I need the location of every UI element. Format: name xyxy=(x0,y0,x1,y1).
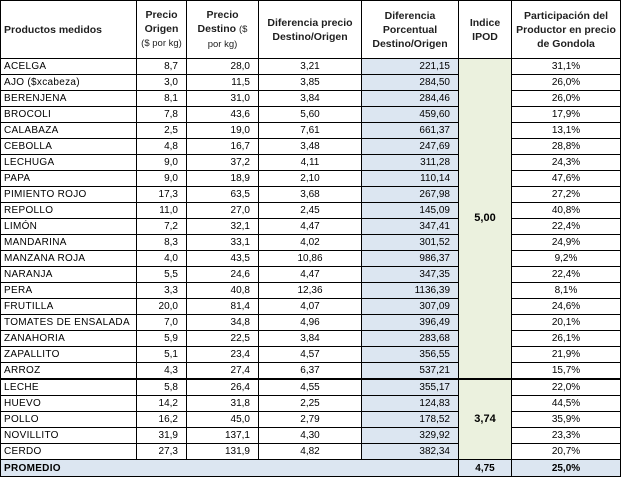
table-row xyxy=(1,59,621,75)
pct-diff: 124,83 xyxy=(362,396,459,412)
header-share: Participación del Productor en precio de Gondola xyxy=(512,1,621,59)
header-dest-price: Precio Destino ($ por kg) xyxy=(187,1,259,59)
price-diff: 4,57 xyxy=(259,347,362,363)
price-diff: 10,86 xyxy=(259,251,362,267)
dest-price: 31,0 xyxy=(187,91,259,107)
producer-share: 23,3% xyxy=(512,428,621,444)
dest-price: 33,1 xyxy=(187,235,259,251)
product-name: BERENJENA xyxy=(1,91,137,107)
header-ipod: Indice IPOD xyxy=(459,1,512,59)
pct-diff: 356,55 xyxy=(362,347,459,363)
product-name: ARROZ xyxy=(1,363,137,380)
dest-price: 43,6 xyxy=(187,107,259,123)
table-row xyxy=(1,428,621,444)
table-row xyxy=(1,91,621,107)
average-ipod: 4,75 xyxy=(459,460,512,477)
pct-diff: 301,52 xyxy=(362,235,459,251)
pct-diff: 178,52 xyxy=(362,412,459,428)
price-diff: 4,55 xyxy=(259,379,362,396)
pct-diff: 307,09 xyxy=(362,299,459,315)
dest-price: 27,0 xyxy=(187,203,259,219)
pct-diff: 284,50 xyxy=(362,75,459,91)
producer-share: 22,0% xyxy=(512,379,621,396)
origin-price: 4,8 xyxy=(137,139,187,155)
product-name: AJO ($xcabeza) xyxy=(1,75,137,91)
pct-diff: 396,49 xyxy=(362,315,459,331)
price-diff: 3,21 xyxy=(259,59,362,75)
product-name: ZANAHORIA xyxy=(1,331,137,347)
origin-price: 17,3 xyxy=(137,187,187,203)
pct-diff: 661,37 xyxy=(362,123,459,139)
table-row xyxy=(1,347,621,363)
origin-price: 8,1 xyxy=(137,91,187,107)
table-row xyxy=(1,412,621,428)
dest-price: 40,8 xyxy=(187,283,259,299)
producer-share: 26,0% xyxy=(512,91,621,107)
pct-diff: 311,28 xyxy=(362,155,459,171)
price-diff: 4,47 xyxy=(259,267,362,283)
average-label: PROMEDIO xyxy=(1,460,459,477)
price-diff: 4,96 xyxy=(259,315,362,331)
product-name: HUEVO xyxy=(1,396,137,412)
table-row xyxy=(1,171,621,187)
price-diff: 4,47 xyxy=(259,219,362,235)
origin-price: 3,0 xyxy=(137,75,187,91)
dest-price: 32,1 xyxy=(187,219,259,235)
pct-diff: 284,46 xyxy=(362,91,459,107)
origin-price: 9,0 xyxy=(137,171,187,187)
table-body xyxy=(1,59,621,460)
product-name: CERDO xyxy=(1,444,137,460)
header-row xyxy=(1,1,621,59)
origin-price: 16,2 xyxy=(137,412,187,428)
origin-price: 2,5 xyxy=(137,123,187,139)
table-row xyxy=(1,155,621,171)
product-name: ZAPALLITO xyxy=(1,347,137,363)
producer-share: 22,4% xyxy=(512,219,621,235)
dest-price: 19,0 xyxy=(187,123,259,139)
price-diff: 5,60 xyxy=(259,107,362,123)
pct-diff: 347,41 xyxy=(362,219,459,235)
product-name: CALABAZA xyxy=(1,123,137,139)
origin-price: 20,0 xyxy=(137,299,187,315)
table-row xyxy=(1,187,621,203)
pct-diff: 459,60 xyxy=(362,107,459,123)
dest-price: 45,0 xyxy=(187,412,259,428)
product-name: LIMÓN xyxy=(1,219,137,235)
dest-price: 43,5 xyxy=(187,251,259,267)
dest-price: 137,1 xyxy=(187,428,259,444)
producer-share: 26,1% xyxy=(512,331,621,347)
average-share: 25,0% xyxy=(512,460,621,477)
price-diff: 4,11 xyxy=(259,155,362,171)
product-name: NOVILLITO xyxy=(1,428,137,444)
price-diff: 2,45 xyxy=(259,203,362,219)
pct-diff: 537,21 xyxy=(362,363,459,380)
origin-price: 27,3 xyxy=(137,444,187,460)
product-name: REPOLLO xyxy=(1,203,137,219)
origin-price: 7,0 xyxy=(137,315,187,331)
producer-share: 40,8% xyxy=(512,203,621,219)
product-name: LECHUGA xyxy=(1,155,137,171)
average-row xyxy=(1,460,621,477)
price-diff: 3,84 xyxy=(259,91,362,107)
table-row xyxy=(1,363,621,380)
product-name: MANDARINA xyxy=(1,235,137,251)
dest-price: 18,9 xyxy=(187,171,259,187)
product-name: PIMIENTO ROJO xyxy=(1,187,137,203)
table-row xyxy=(1,219,621,235)
producer-share: 20,7% xyxy=(512,444,621,460)
producer-share: 26,0% xyxy=(512,75,621,91)
origin-price: 3,3 xyxy=(137,283,187,299)
origin-price: 5,5 xyxy=(137,267,187,283)
pct-diff: 347,35 xyxy=(362,267,459,283)
table-row xyxy=(1,396,621,412)
price-diff: 3,85 xyxy=(259,75,362,91)
price-diff: 12,36 xyxy=(259,283,362,299)
origin-price: 31,9 xyxy=(137,428,187,444)
producer-share: 24,6% xyxy=(512,299,621,315)
producer-share: 24,3% xyxy=(512,155,621,171)
pct-diff: 221,15 xyxy=(362,59,459,75)
table-row xyxy=(1,107,621,123)
pct-diff: 283,68 xyxy=(362,331,459,347)
dest-price: 28,0 xyxy=(187,59,259,75)
header-pct: Diferencia Porcentual Destino/Origen xyxy=(362,1,459,59)
product-name: MANZANA ROJA xyxy=(1,251,137,267)
origin-price: 5,8 xyxy=(137,379,187,396)
producer-share: 13,1% xyxy=(512,123,621,139)
price-diff: 4,30 xyxy=(259,428,362,444)
dest-price: 27,4 xyxy=(187,363,259,380)
dest-price: 23,4 xyxy=(187,347,259,363)
price-diff: 6,37 xyxy=(259,363,362,380)
pct-diff: 355,17 xyxy=(362,379,459,396)
origin-price: 14,2 xyxy=(137,396,187,412)
dest-price: 131,9 xyxy=(187,444,259,460)
table-row xyxy=(1,123,621,139)
origin-price: 7,8 xyxy=(137,107,187,123)
product-name: LECHE xyxy=(1,379,137,396)
producer-share: 35,9% xyxy=(512,412,621,428)
header-product: Productos medidos xyxy=(1,1,137,59)
pct-diff: 382,34 xyxy=(362,444,459,460)
producer-share: 9,2% xyxy=(512,251,621,267)
origin-price: 8,3 xyxy=(137,235,187,251)
producer-share: 24,9% xyxy=(512,235,621,251)
price-diff: 2,25 xyxy=(259,396,362,412)
origin-price: 11,0 xyxy=(137,203,187,219)
dest-price: 37,2 xyxy=(187,155,259,171)
table-row xyxy=(1,267,621,283)
pct-diff: 986,37 xyxy=(362,251,459,267)
price-diff: 3,48 xyxy=(259,139,362,155)
header-origin-price: Precio Origen ($ por kg) xyxy=(137,1,187,59)
price-diff: 2,10 xyxy=(259,171,362,187)
product-name: PAPA xyxy=(1,171,137,187)
origin-price: 7,2 xyxy=(137,219,187,235)
pct-diff: 329,92 xyxy=(362,428,459,444)
dest-price: 26,4 xyxy=(187,379,259,396)
price-diff: 4,82 xyxy=(259,444,362,460)
producer-share: 44,5% xyxy=(512,396,621,412)
price-diff: 2,79 xyxy=(259,412,362,428)
origin-price: 5,1 xyxy=(137,347,187,363)
producer-share: 31,1% xyxy=(512,59,621,75)
product-name: POLLO xyxy=(1,412,137,428)
table-row xyxy=(1,235,621,251)
pct-diff: 267,98 xyxy=(362,187,459,203)
dest-price: 81,4 xyxy=(187,299,259,315)
producer-share: 20,1% xyxy=(512,315,621,331)
product-name: NARANJA xyxy=(1,267,137,283)
product-name: TOMATES DE ENSALADA xyxy=(1,315,137,331)
table-row xyxy=(1,203,621,219)
pct-diff: 110,14 xyxy=(362,171,459,187)
dest-price: 63,5 xyxy=(187,187,259,203)
dest-price: 24,6 xyxy=(187,267,259,283)
producer-share: 47,6% xyxy=(512,171,621,187)
producer-share: 22,4% xyxy=(512,267,621,283)
ipod-value: 3,74 xyxy=(459,379,512,460)
price-diff: 3,68 xyxy=(259,187,362,203)
table-row xyxy=(1,283,621,299)
product-name: FRUTILLA xyxy=(1,299,137,315)
producer-share: 28,8% xyxy=(512,139,621,155)
origin-price: 4,0 xyxy=(137,251,187,267)
table-row xyxy=(1,444,621,460)
origin-price: 9,0 xyxy=(137,155,187,171)
header-diff: Diferencia precio Destino/Origen xyxy=(259,1,362,59)
producer-share: 15,7% xyxy=(512,363,621,380)
table-row xyxy=(1,75,621,91)
pct-diff: 1136,39 xyxy=(362,283,459,299)
price-diff: 4,02 xyxy=(259,235,362,251)
dest-price: 11,5 xyxy=(187,75,259,91)
table-row xyxy=(1,139,621,155)
product-name: ACELGA xyxy=(1,59,137,75)
dest-price: 31,8 xyxy=(187,396,259,412)
origin-price: 5,9 xyxy=(137,331,187,347)
price-diff: 4,07 xyxy=(259,299,362,315)
product-name: BROCOLI xyxy=(1,107,137,123)
origin-price: 4,3 xyxy=(137,363,187,380)
producer-share: 17,9% xyxy=(512,107,621,123)
producer-share: 21,9% xyxy=(512,347,621,363)
dest-price: 34,8 xyxy=(187,315,259,331)
price-diff: 3,84 xyxy=(259,331,362,347)
table-row xyxy=(1,331,621,347)
pct-diff: 247,69 xyxy=(362,139,459,155)
table-row xyxy=(1,299,621,315)
product-name: CEBOLLA xyxy=(1,139,137,155)
table-row xyxy=(1,315,621,331)
table-row xyxy=(1,379,621,396)
product-name: PERA xyxy=(1,283,137,299)
producer-share: 27,2% xyxy=(512,187,621,203)
pct-diff: 145,09 xyxy=(362,203,459,219)
producer-share: 8,1% xyxy=(512,283,621,299)
price-diff: 7,61 xyxy=(259,123,362,139)
ipod-value: 5,00 xyxy=(459,59,512,380)
origin-price: 8,7 xyxy=(137,59,187,75)
table-row xyxy=(1,251,621,267)
dest-price: 16,7 xyxy=(187,139,259,155)
dest-price: 22,5 xyxy=(187,331,259,347)
